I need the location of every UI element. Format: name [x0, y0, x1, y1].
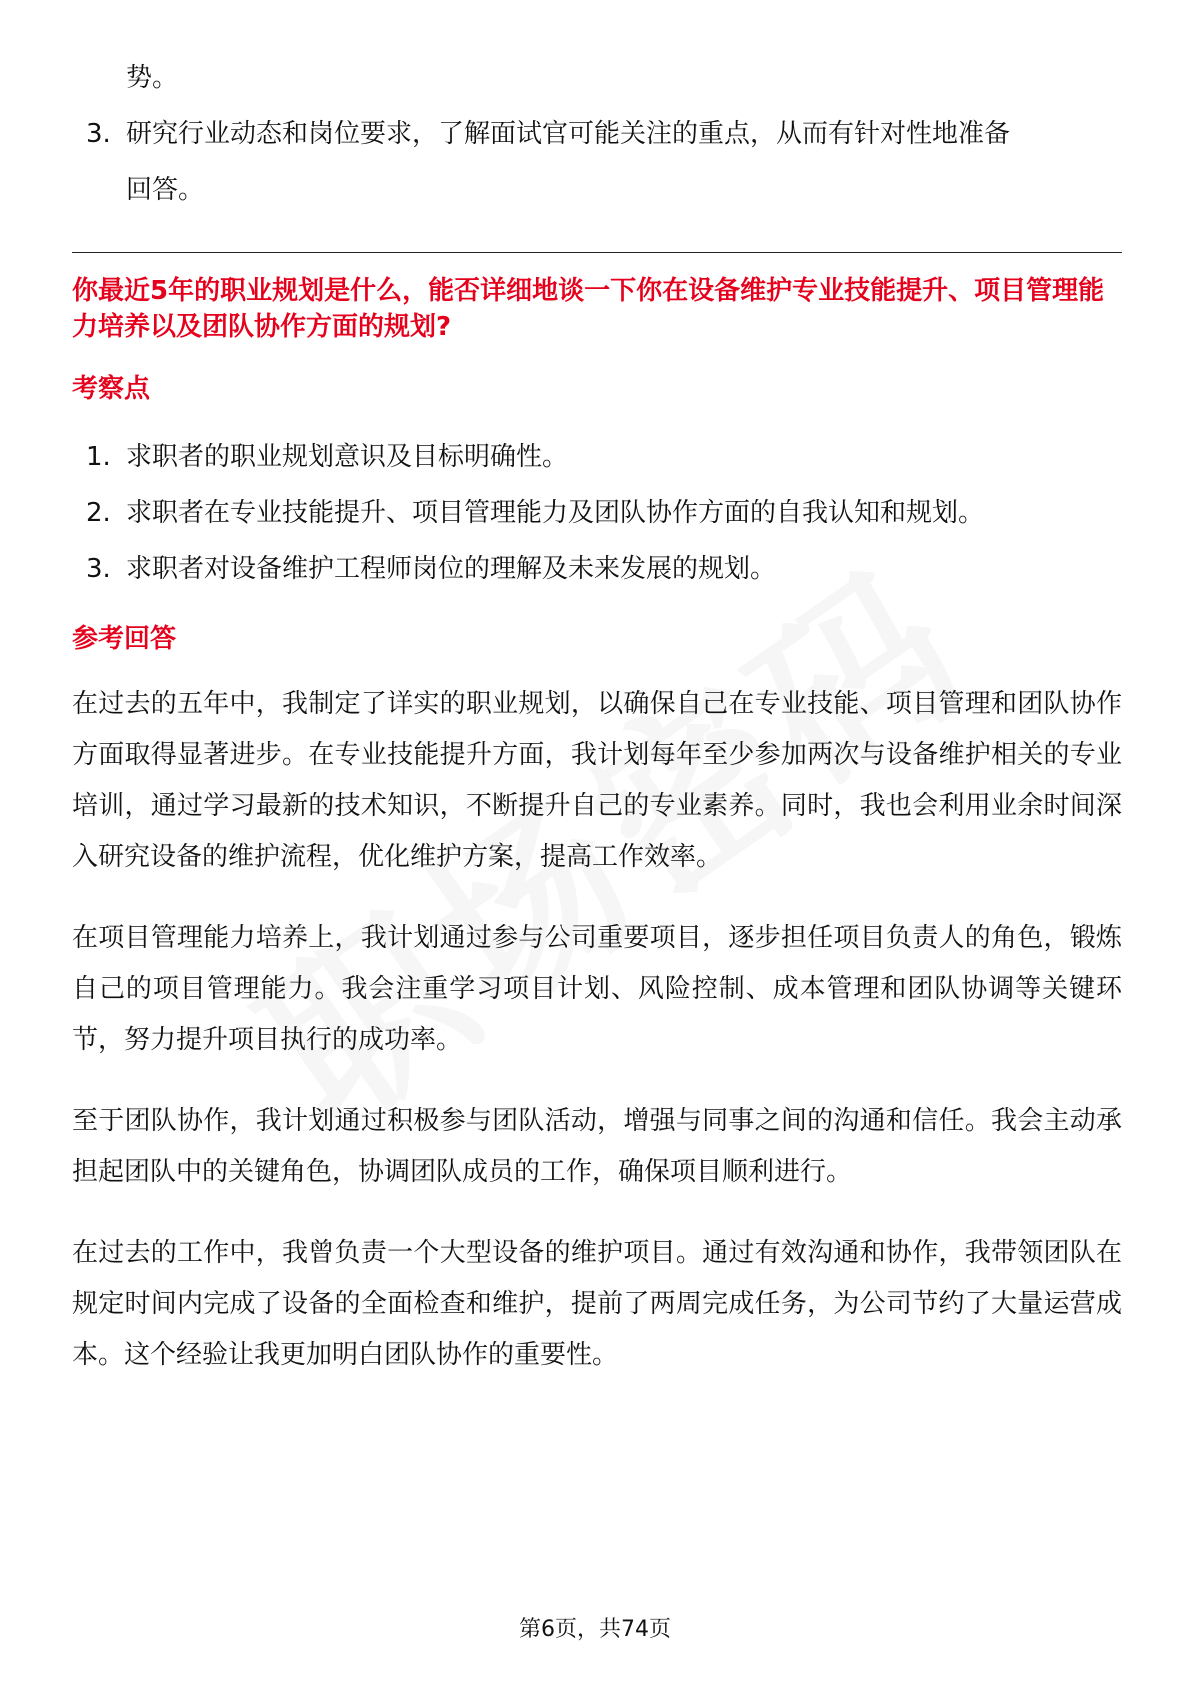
list-item-text: 求职者的职业规划意识及目标明确性。: [126, 442, 569, 472]
list-item-text: 求职者对设备维护工程师岗位的理解及未来发展的规划。: [126, 554, 777, 584]
list-item-continuation: 势。: [126, 63, 179, 93]
list-item: [72, 485, 1122, 541]
list-item-text: 求职者在专业技能提升、项目管理能力及团队协作方面的自我认知和规划。: [126, 498, 985, 528]
section-title-evaluation-points: 考察点: [72, 374, 151, 404]
list-item-continuation: 回答。: [126, 175, 205, 205]
list-item: [72, 106, 1122, 162]
page-number-footer: 第6页，共74页: [519, 1617, 671, 1642]
answer-paragraph: 至于团队协作，我计划通过积极参与团队活动，增强与同事之间的沟通和信任。我会主动承担起团队中的关键角色，协调团队成员的工作，确保项目顺利进行。: [72, 1106, 1122, 1187]
section-divider: [72, 252, 1122, 253]
list-item-number: 3.: [86, 119, 111, 149]
evaluation-points-list: [72, 429, 1122, 597]
list-item-number: 2.: [86, 498, 111, 528]
previous-answer-list: [72, 50, 1122, 218]
section-title-reference-answer: 参考回答: [72, 624, 177, 654]
list-item-text: 研究行业动态和岗位要求，了解面试官可能关注的重点，从而有针对性地准备: [126, 119, 1011, 149]
answer-paragraph: 在项目管理能力培养上，我计划通过参与公司重要项目，逐步担任项目负责人的角色，锻炼自己的项目管理能力。我会注重学习项目计划、风险控制、成本管理和团队协调等关键环节，努力提升项目执行的成功率。: [72, 923, 1122, 1055]
list-item-number: 3.: [86, 554, 111, 584]
answer-paragraph: 在过去的五年中，我制定了详实的职业规划，以确保自己在专业技能、项目管理和团队协作方面取得显著进步。在专业技能提升方面，我计划每年至少参加两次与设备维护相关的专业培训，通过学习最新的技术知识，不断提升自己的专业素养。同时，我也会利用业余时间深入研究设备的维护流程，优化维护方案，提高工作效率。: [72, 689, 1122, 872]
interview-question: 你最近5年的职业规划是什么，能否详细地谈一下你在设备维护专业技能提升、项目管理能力培养以及团队协作方面的规划?: [72, 276, 1105, 342]
answer-paragraph: 在过去的工作中，我曾负责一个大型设备的维护项目。通过有效沟通和协作，我带领团队在规定时间内完成了设备的全面检查和维护，提前了两周完成任务，为公司节约了大量运营成本。这个经验让我更加明白团队协作的重要性。: [72, 1238, 1122, 1370]
list-item: [72, 429, 1122, 485]
page-content: [72, 50, 1122, 1411]
list-item: [72, 541, 1122, 597]
list-item-number: 1.: [86, 442, 111, 472]
